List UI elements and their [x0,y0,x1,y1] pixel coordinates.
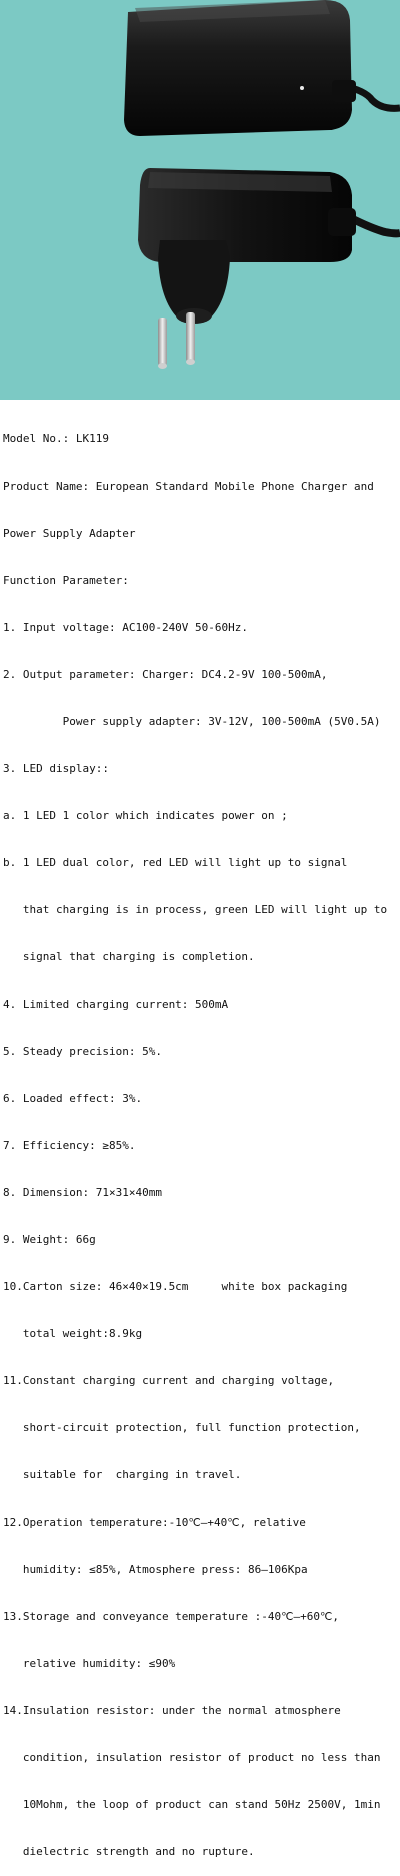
spec-line: 2. Output parameter: Charger: DC4.2-9V 100-500mA, [3,667,328,681]
spec-line: suitable for charging in travel. [3,1468,242,1482]
spec-sheet [0,400,400,1876]
product-photo [0,0,400,400]
spec-line: 9. Weight: 66g [3,1233,96,1246]
spec-line: 1. Input voltage: AC100-240V 50-60Hz. [3,620,249,634]
spec-line: that charging is in process, green LED will light up to [3,903,388,917]
product-name-line-2: Power Supply Adapter [3,526,136,540]
spec-line: 8. Dimension: 71×31×40mm [3,1185,162,1199]
spec-line: 5. Steady precision: 5%. [3,1044,162,1058]
spec-line: 10.Carton size: 46×40×19.5cm white box packaging [3,1280,348,1294]
spec-line: signal that charging is completion. [3,950,255,964]
led-indicator [300,86,304,90]
spec-line: 3. LED display:: [3,762,109,776]
product-name-line-1: Product Name: European Standard Mobile Phone Charger and [3,479,374,493]
spec-line: condition, insulation resistor of product no less than [3,1751,381,1765]
spec-line: 13.Storage and conveyance temperature :-40℃—+60℃, [3,1609,339,1623]
spec-line: 12.Operation temperature:-10℃—+40℃, relative [3,1515,306,1529]
spec-line: 6. Loaded effect: 3%. [3,1091,143,1105]
spec-line: Power supply adapter: 3V-12V, 100-500mA (5V0.5A) [3,714,381,728]
charger-illustration [0,0,400,400]
charger-top-view [124,0,400,136]
spec-line: relative humidity: ≤90% [3,1656,176,1670]
charger-plug-view [138,168,400,369]
spec-line: 10Mohm, the loop of product can stand 50Hz 2500V, 1min [3,1798,381,1812]
plug-pins [158,312,195,369]
spec-line: 11.Constant charging current and charging voltage, [3,1374,335,1388]
model-number: Model No.: LK119 [3,432,109,446]
spec-line: dielectric strength and no rupture. [3,1845,255,1859]
spec-line: 4. Limited charging current: 500mA [3,997,229,1011]
spec-line: humidity: ≤85%, Atmosphere press: 86—106Kpa [3,1562,308,1576]
spec-line: b. 1 LED dual color, red LED will light up to signal [3,856,348,870]
spec-line: 7. Efficiency: ≥85%. [3,1138,136,1152]
spec-line: short-circuit protection, full function protection, [3,1421,361,1435]
spec-line: a. 1 LED 1 color which indicates power on ; [3,809,288,823]
spec-line: 14.Insulation resistor: under the normal atmosphere [3,1703,341,1717]
spec-line: total weight:8.9kg [3,1327,143,1341]
function-parameter-heading: Function Parameter: [3,573,129,587]
